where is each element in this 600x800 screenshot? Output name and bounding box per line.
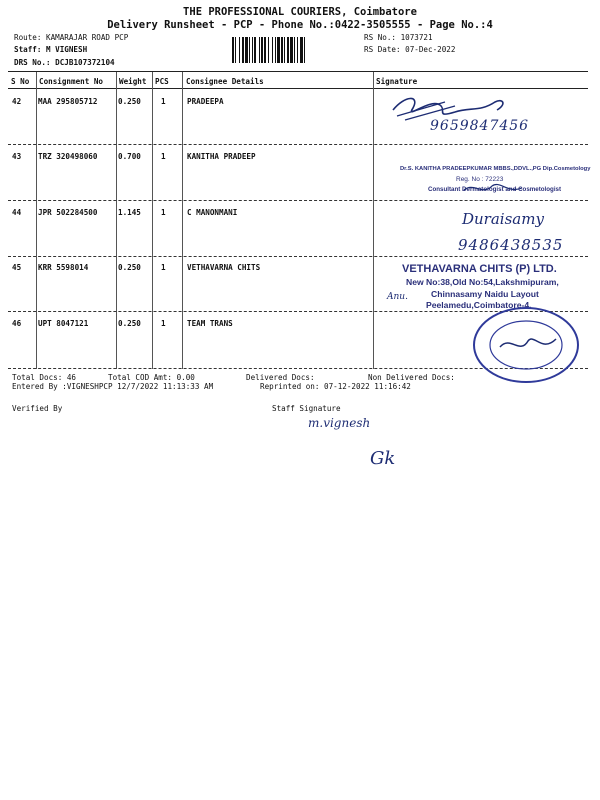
row-sno: 42 xyxy=(12,97,22,106)
row-separator xyxy=(8,144,588,145)
row-sno: 44 xyxy=(12,208,22,217)
barcode-bar xyxy=(254,37,256,63)
barcode-bar xyxy=(252,37,253,63)
row-separator xyxy=(8,256,588,257)
row-pcs: 1 xyxy=(161,152,166,161)
col-consignment: Consignment No xyxy=(39,77,104,86)
barcode-bar xyxy=(275,37,276,63)
row44-name-handwritten: Duraisamy xyxy=(462,210,544,228)
entered-by: Entered By :VIGNESHPCP 12/7/2022 11:13:33 AM xyxy=(12,382,214,391)
barcode-bar xyxy=(272,37,273,63)
row-sno: 45 xyxy=(12,263,22,272)
barcode-bar xyxy=(261,37,263,63)
company-stamp-address2: Chinnasamy Naidu Layout xyxy=(431,289,539,299)
col-weight: Weight xyxy=(119,77,147,86)
barcode-bar xyxy=(259,37,260,63)
row-consignee: VETHAVARNA CHITS xyxy=(187,263,261,272)
row-sno: 46 xyxy=(12,319,22,328)
round-seal xyxy=(470,305,582,385)
divider xyxy=(152,72,153,369)
divider xyxy=(36,72,37,369)
staff: Staff: M VIGNESH xyxy=(14,45,88,54)
non-delivered-docs: Non Delivered Docs: xyxy=(368,373,455,382)
row-separator xyxy=(8,200,588,201)
doctor-signature-scribble xyxy=(462,180,532,198)
handwritten-initial: Anu. xyxy=(387,292,408,302)
col-signature: Signature xyxy=(376,77,418,86)
total-docs: Total Docs: 46 xyxy=(12,373,77,382)
reprinted-on: Reprinted on: 07-12-2022 11:16:42 xyxy=(260,382,411,391)
row-consignment: MAA 295805712 xyxy=(38,97,98,106)
row-consignee: KANITHA PRADEEP xyxy=(187,152,256,161)
barcode-bar xyxy=(284,37,285,63)
divider xyxy=(373,72,374,369)
barcode-bar xyxy=(242,37,244,63)
rs-number: RS No.: 1073721 xyxy=(364,33,433,42)
barcode-bar xyxy=(249,37,250,63)
row-sno: 43 xyxy=(12,152,22,161)
company-stamp-address3: Peelamedu,Coimbatore-4. xyxy=(426,300,532,310)
document-subtitle: Delivery Runsheet - PCP - Phone No.:0422-3505555 - Page No.:4 xyxy=(107,19,493,31)
route: Route: KAMARAJAR ROAD PCP xyxy=(14,33,129,42)
barcode-bar xyxy=(245,37,248,63)
table-top-rule xyxy=(8,71,588,72)
row-weight: 0.250 xyxy=(118,97,141,106)
barcode-bar xyxy=(297,37,298,63)
row-consignee: C MANONMANI xyxy=(187,208,238,217)
doctor-stamp-name: Dr.S. KANITHA PRADEEPKUMAR MBBS.,DDVL.,PG Dip.Cosmetology xyxy=(400,166,591,172)
barcode-bar xyxy=(294,37,295,63)
company-stamp-address1: New No:38,Old No:54,Lakshmipuram, xyxy=(406,277,559,287)
row-consignee: PRADEEPA xyxy=(187,97,224,106)
row-pcs: 1 xyxy=(161,208,166,217)
row-weight: 0.250 xyxy=(118,263,141,272)
barcode-bar xyxy=(239,37,240,63)
divider xyxy=(116,72,117,369)
barcode-bar xyxy=(277,37,280,63)
barcode-bar xyxy=(264,37,266,63)
divider xyxy=(182,72,183,369)
delivered-docs: Delivered Docs: xyxy=(246,373,315,382)
drs-value: DCJB107372104 xyxy=(55,58,115,67)
drs-label: DRS No.: xyxy=(14,58,51,67)
table-header-rule xyxy=(8,88,588,89)
row42-phone-handwritten: 9659847456 xyxy=(430,118,530,134)
row-consignee: TEAM TRANS xyxy=(187,319,233,328)
barcode xyxy=(232,37,356,63)
verified-by: Verified By xyxy=(12,404,63,413)
barcode-bar xyxy=(268,37,269,63)
barcode-bar xyxy=(287,37,289,63)
row-weight: 0.700 xyxy=(118,152,141,161)
row-consignment: JPR 502284500 xyxy=(38,208,98,217)
company-stamp-name: VETHAVARNA CHITS (P) LTD. xyxy=(402,263,557,275)
row-pcs: 1 xyxy=(161,319,166,328)
barcode-bar xyxy=(281,37,283,63)
col-sno: S No xyxy=(11,77,30,86)
barcode-bar xyxy=(300,37,303,63)
row-pcs: 1 xyxy=(161,263,166,272)
doctor-stamp-role: Consultant Dermatologist and Cosmetologist xyxy=(428,186,562,193)
rs-date: RS Date: 07-Dec-2022 xyxy=(364,45,456,54)
col-consignee: Consignee Details xyxy=(186,77,264,86)
row-weight: 0.250 xyxy=(118,319,141,328)
document-title: THE PROFESSIONAL COURIERS, Coimbatore xyxy=(183,6,417,18)
row44-phone-handwritten: 9486438535 xyxy=(458,236,564,254)
barcode-bar xyxy=(232,37,234,63)
col-pcs: PCS xyxy=(155,77,169,86)
doctor-stamp-reg: Reg. No : 72223 xyxy=(456,176,504,183)
staff-signature-label: Staff Signature xyxy=(272,404,341,413)
row-pcs: 1 xyxy=(161,97,166,106)
row-weight: 1.145 xyxy=(118,208,141,217)
barcode-bar xyxy=(235,37,236,63)
initials-handwritten: Gk xyxy=(370,448,396,469)
row-consignment: KRR 5598014 xyxy=(38,263,89,272)
drs-number xyxy=(14,58,115,67)
barcode-bar xyxy=(290,37,293,63)
row-consignment: TRZ 320498060 xyxy=(38,152,98,161)
staff-signature-handwritten: m.vignesh xyxy=(308,416,371,430)
total-cod: Total COD Amt: 0.00 xyxy=(108,373,195,382)
row-consignment: UPT 8047121 xyxy=(38,319,89,328)
barcode-bar xyxy=(304,37,305,63)
